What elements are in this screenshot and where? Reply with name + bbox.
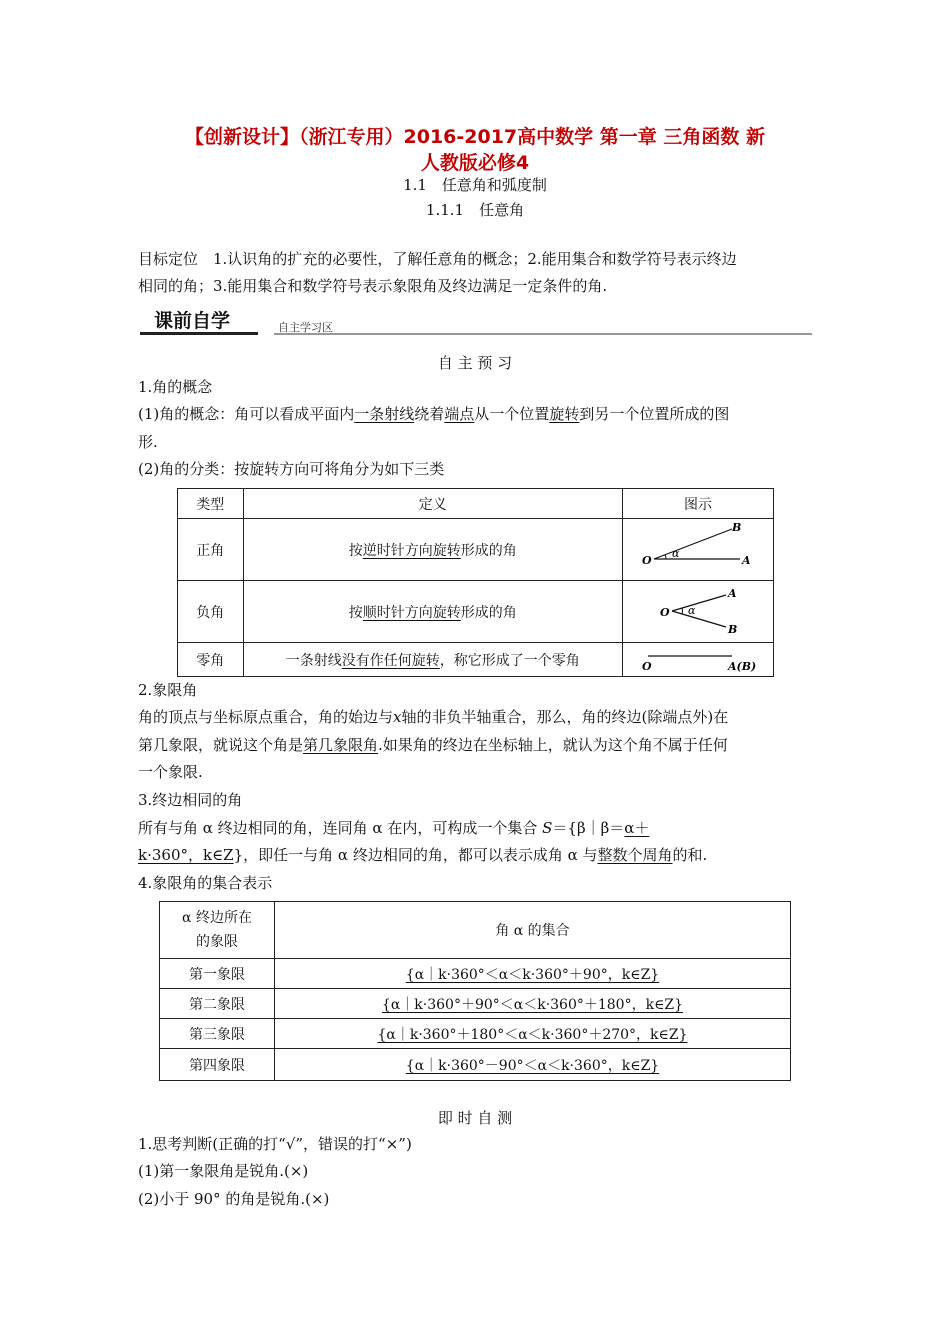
quadrant-cell: 第三象限 — [160, 1019, 275, 1049]
s3-heading: 3.终边相同的角 — [138, 791, 243, 809]
s3-line-1: 所有与角 α 终边相同的角，连同角 α 在内，可构成一个集合 S＝{β｜β＝α＋ — [138, 819, 650, 837]
header-definition: 定义 — [243, 489, 623, 519]
type-cell: 零角 — [178, 643, 244, 677]
band-title: 课前自学 — [140, 310, 258, 335]
s1-heading: 1.角的概念 — [138, 378, 213, 396]
s1-line-3: (2)角的分类：按旋转方向可将角分为如下三类 — [138, 460, 445, 478]
subsection-heading: 1.1.1 任意角 — [425, 201, 525, 219]
svg-text:O: O — [660, 605, 670, 619]
table-row — [160, 1019, 791, 1049]
svg-text:A: A — [742, 553, 751, 567]
s3-line-2: k·360°，k∈Z}，即任一与角 α 终边相同的角，都可以表示成角 α 与整数个周角的和. — [138, 846, 708, 864]
test-q1-2: (2)小于 90° 的角是锐角.(×) — [138, 1190, 330, 1208]
test-q1: 1.思考判断(正确的打“√”，错误的打“×”) — [138, 1135, 412, 1153]
svg-text:A(B): A(B) — [728, 659, 757, 673]
definition-cell: 按逆时针方向旋转形成的角 — [243, 519, 623, 581]
svg-text:α: α — [688, 603, 696, 617]
s1-line-1: (1)角的概念：角可以看成平面内一条射线绕着端点从一个位置旋转到另一个位置所成的图 — [138, 405, 730, 423]
quadrant-angle-table — [159, 901, 791, 1081]
s2-line-3: 一个象限. — [138, 763, 203, 781]
table-row — [178, 643, 774, 677]
quadrant-cell: 第一象限 — [160, 959, 275, 989]
table-header-row — [178, 489, 774, 519]
svg-text:A: A — [728, 586, 737, 600]
s4-heading: 4.象限角的集合表示 — [138, 874, 273, 892]
svg-text:α: α — [672, 546, 680, 560]
type-cell: 负角 — [178, 581, 244, 643]
s2-line-1: 角的顶点与坐标原点重合，角的始边与x轴的非负半轴重合，那么，角的终边(除端点外)在 — [138, 708, 729, 726]
test-q1-1: (1)第一象限角是锐角.(×) — [138, 1162, 309, 1180]
set-cell: {α｜k·360°－90°＜α＜k·360°，k∈Z} — [275, 1049, 791, 1081]
document-title-line2: 人教版必修4 — [420, 152, 530, 174]
definition-cell: 一条射线没有作任何旋转，称它形成了一个零角 — [243, 643, 623, 677]
goal-line-2: 相同的角；3.能用集合和数学符号表示象限角及终边满足一定条件的角. — [138, 277, 608, 295]
header-type: 类型 — [178, 489, 244, 519]
svg-text:O: O — [642, 553, 652, 567]
test-heading: 即 时 自 测 — [437, 1109, 513, 1127]
table-row — [160, 989, 791, 1019]
table-row — [160, 959, 791, 989]
negative-angle-figure — [623, 581, 774, 643]
set-cell: {α｜k·360°＋90°＜α＜k·360°＋180°，k∈Z} — [275, 989, 791, 1019]
definition-cell: 按顺时针方向旋转形成的角 — [243, 581, 623, 643]
negative-angle-diagram — [628, 583, 768, 641]
goal-line-1: 目标定位 1.认识角的扩充的必要性，了解任意角的概念；2.能用集合和数学符号表示终边 — [138, 250, 737, 268]
s1-line-2: 形. — [138, 433, 158, 451]
document-title-line1: 【创新设计】（浙江专用）2016-2017高中数学 第一章 三角函数 新 — [185, 126, 765, 148]
header-quadrant: α 终边所在 的象限 — [160, 902, 275, 959]
zero-angle-diagram — [628, 646, 768, 674]
section-band — [140, 310, 812, 338]
table-row — [178, 519, 774, 581]
svg-text:B: B — [728, 622, 738, 636]
preview-heading: 自 主 预 习 — [437, 354, 513, 372]
type-cell: 正角 — [178, 519, 244, 581]
section-heading: 1.1 任意角和弧度制 — [403, 176, 547, 194]
header-figure: 图示 — [623, 489, 774, 519]
set-cell: {α｜k·360°＋180°＜α＜k·360°＋270°，k∈Z} — [275, 1019, 791, 1049]
band-subtitle: 自主学习区 — [274, 322, 812, 335]
zero-angle-figure — [623, 643, 774, 677]
s2-line-2: 第几象限，就说这个角是第几象限角.如果角的终边在坐标轴上，就认为这个角不属于任何 — [138, 736, 728, 754]
table-row — [178, 581, 774, 643]
s2-heading: 2.象限角 — [138, 681, 198, 699]
set-cell: {α｜k·360°＜α＜k·360°＋90°，k∈Z} — [275, 959, 791, 989]
svg-text:B: B — [732, 520, 742, 534]
positive-angle-figure — [623, 519, 774, 581]
positive-angle-diagram — [628, 521, 768, 579]
quadrant-cell: 第四象限 — [160, 1049, 275, 1081]
quadrant-cell: 第二象限 — [160, 989, 275, 1019]
table-row — [160, 1049, 791, 1081]
header-set: 角 α 的集合 — [275, 902, 791, 959]
angle-type-table — [177, 488, 774, 677]
svg-text:O: O — [642, 659, 652, 673]
table-header-row — [160, 902, 791, 959]
